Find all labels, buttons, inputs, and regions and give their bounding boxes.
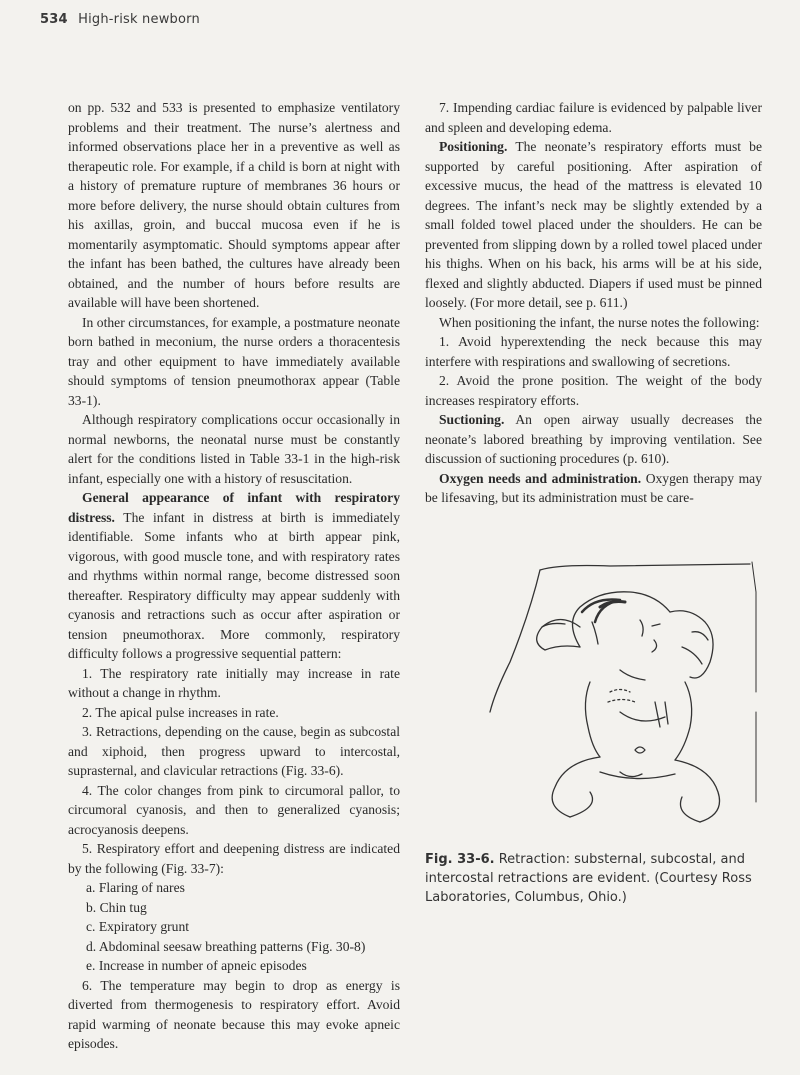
sub-list-item: b. Chin tug: [86, 899, 147, 915]
list-item: 4. The color changes from pink to circumoral pallor, to circumoral cyanosis, and then to generalized cyanosis; acrocyanosis deepens.: [68, 782, 400, 837]
section-paragraph: [425, 410, 762, 469]
section-body: Oxygen therapy may be lifesaving, but its administration must be care-: [425, 470, 762, 505]
section-heading: Oxygen needs and administration.: [439, 470, 642, 486]
sub-list-item: a. Flaring of nares: [86, 880, 185, 895]
list-item: 7. Impending cardiac failure is evidenced by palpable liver and spleen and developing edema.: [425, 100, 762, 135]
section-body: The infant in distress at birth is immediately identifiable. Some infants who at birth appear pink, vigorous, with good muscle tone, and with respiratory rates and rhythms within normal range, become distressed soon thereafter. Respiratory difficulty may appear suddenly with cyanosis and retractions such as occur after aspiration or tension pneumothorax. More commonly, respiratory difficulty follows a progressive sequential pattern:: [68, 509, 400, 661]
list-item: 5. Respiratory effort and deepening distress are indicated by the following (Fig. 33-7):: [68, 841, 400, 876]
list-item: 2. Avoid the prone position. The weight of the body increases respiratory efforts.: [425, 373, 762, 408]
section-paragraph: [425, 469, 762, 508]
running-head: [40, 12, 200, 27]
list-item: 1. Avoid hyperextending the neck because this may interfere with respirations and swallowing of secretions.: [425, 334, 762, 369]
section-body: An open airway usually decreases the neonate’s labored breathing by improving ventilation. See discussion of suctioning procedures (p. 610).: [425, 412, 762, 466]
paragraph: Although respiratory complications occur occasionally in normal newborns, the neonatal nurse must be constantly alert for the conditions listed in Table 33-1 in the high-risk infant, especially one with a history of resuscitation.: [68, 412, 400, 486]
list-item: 2. The apical pulse increases in rate.: [82, 704, 279, 720]
figure-caption: [425, 850, 762, 907]
sub-list-item: d. Abdominal seesaw breathing patterns (Fig. 30-8): [86, 938, 366, 954]
sub-list-item: c. Expiratory grunt: [86, 919, 190, 934]
list-item: 3. Retractions, depending on the cause, begin as subcostal and xiphoid, then progress upward to intercostal, suprasternal, and clavicular retractions (Fig. 33-6).: [68, 724, 400, 778]
figure-caption-text: Retraction: substernal, subcostal, and intercostal retractions are evident. (Courtesy Ross Laboratories, Columbus, Ohio.): [425, 852, 752, 905]
paragraph: on pp. 532 and 533 is presented to emphasize ventilatory problems and their treatment. The nurse’s alertness and informed observations place her in a preventive as well as therapeutic role. For example, if a child is born at night with a history of premature rupture of membranes 36 hours or more before delivery, the nurse should obtain cultures from his axillas, groin, and buccal mucosa even if he is momentarily asymptomatic. Should symptoms appear after the infant has been bathed, the cultures have already been obtained, and the number of hours before results are available will have been shortened.: [68, 100, 400, 310]
left-column: [68, 98, 400, 1054]
list-item: 6. The temperature may begin to drop as energy is diverted from thermogenesis to respiratory effort. Avoid rapid warming of neonate because this may evoke apneic episodes.: [68, 977, 400, 1051]
section-heading: Positioning.: [439, 139, 508, 154]
section-heading: General appearance of infant with respiratory distress.: [68, 490, 400, 525]
section-heading: Suctioning.: [439, 412, 505, 427]
page-number: 534: [40, 12, 68, 27]
running-head-title: High-risk newborn: [78, 12, 200, 27]
sub-list-item: e. Increase in number of apneic episodes: [86, 958, 307, 973]
section-paragraph: [68, 488, 400, 664]
paragraph: In other circumstances, for example, a postmature neonate born bathed in meconium, the nurse orders a thoracentesis tray and other equipment to have immediately available should symptoms of tension pneumothorax appear (Table 33-1).: [68, 314, 400, 408]
section-paragraph: [425, 137, 762, 313]
list-item: 1. The respiratory rate initially may increase in rate without a change in rhythm.: [68, 665, 400, 700]
figure-label: Fig. 33-6.: [425, 852, 495, 867]
right-column: [425, 98, 762, 508]
infant-retraction-illustration: [470, 552, 770, 842]
paragraph: When positioning the infant, the nurse notes the following:: [439, 314, 760, 330]
section-body: The neonate’s respiratory efforts must be supported by careful positioning. After aspiration of excessive mucus, the head of the mattress is elevated 10 degrees. The infant’s neck may be slightly extended by a small folded towel placed under the shoulders. He can be prevented from slipping down by a rolled towel placed under his thighs. When on his back, his arms will be at his side, flexed and slightly abducted. Diapers if used must be pinned loosely. (For more detail, see p. 611.): [425, 139, 763, 310]
